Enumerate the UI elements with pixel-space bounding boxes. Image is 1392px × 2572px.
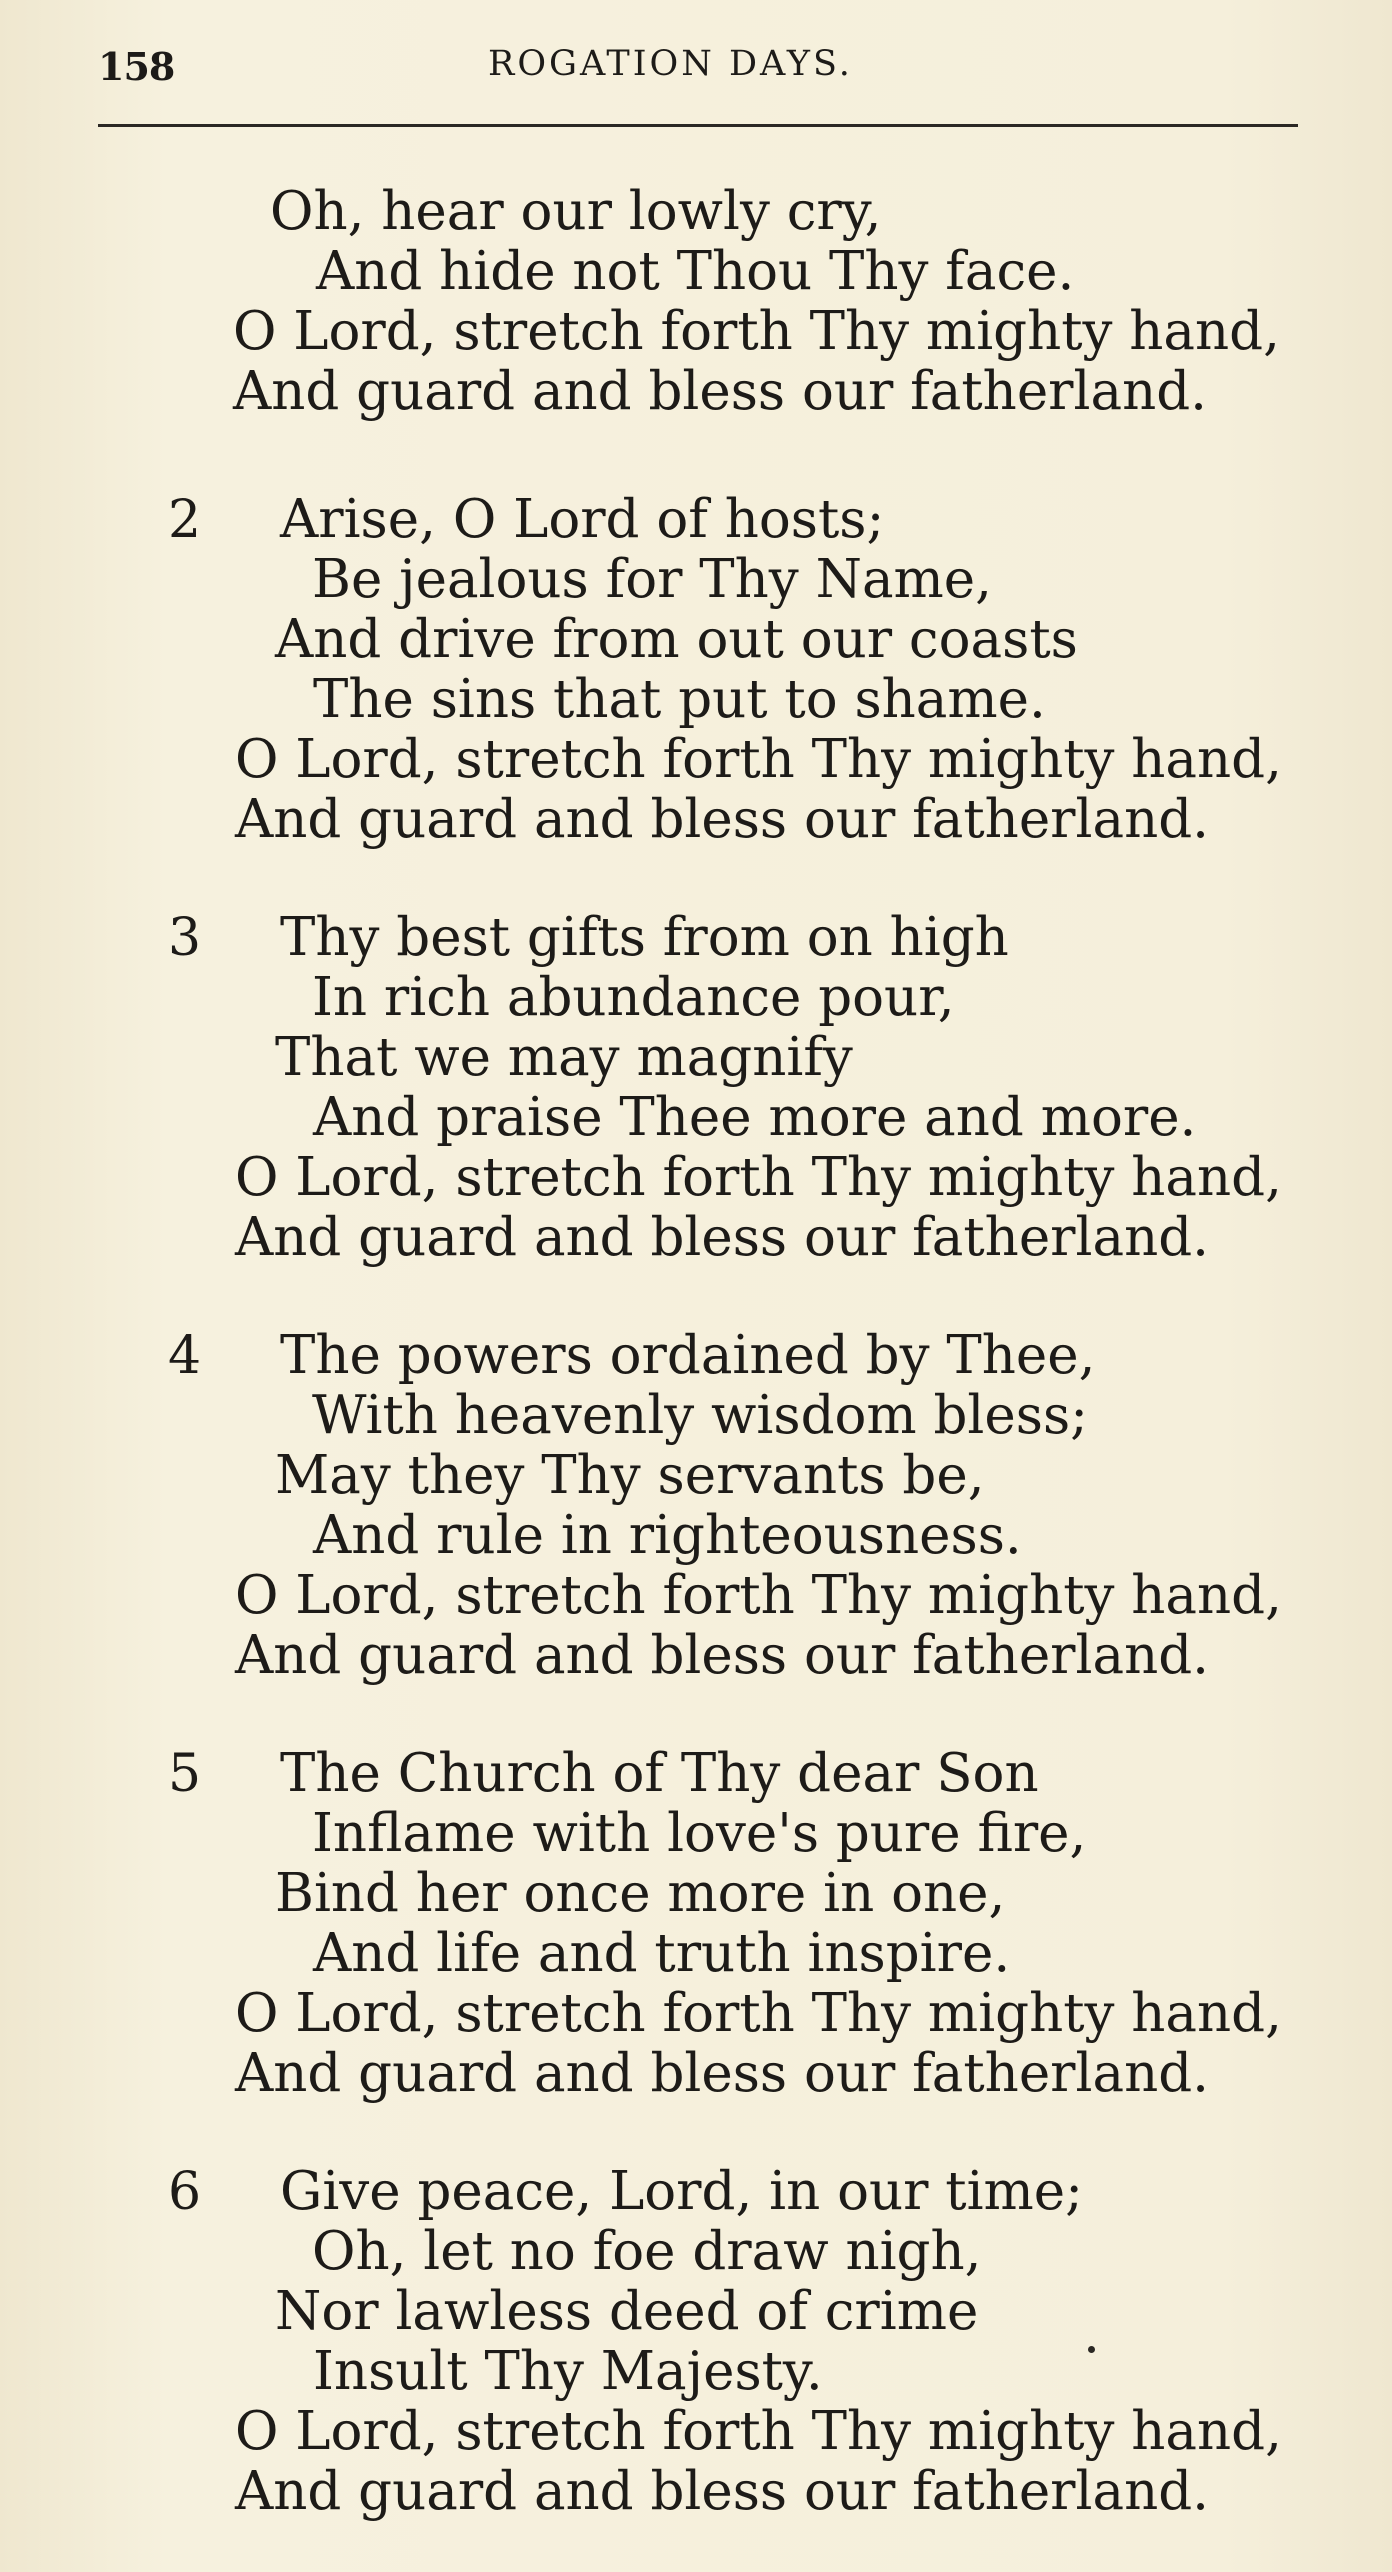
- refrain-line: And guard and bless our fatherland.: [233, 361, 1207, 422]
- refrain-line: And guard and bless our fatherland.: [235, 2461, 1209, 2522]
- stanza-number: 3: [168, 908, 202, 968]
- verse-line: Thy best gifts from on high: [280, 907, 1009, 968]
- stanza-number: 5: [168, 1744, 202, 1804]
- page-number: 158: [98, 44, 175, 89]
- verse-line: Oh, hear our lowly cry,: [270, 181, 882, 242]
- verse-line: And hide not Thou Thy face.: [316, 241, 1075, 302]
- verse-line: And praise Thee more and more.: [313, 1087, 1197, 1148]
- refrain-line: O Lord, stretch forth Thy mighty hand,: [233, 301, 1280, 362]
- verse-line: With heavenly wisdom bless;: [312, 1385, 1089, 1446]
- refrain-line: And guard and bless our fatherland.: [235, 789, 1209, 850]
- verse-line: Bind her once more in one,: [275, 1863, 1006, 1924]
- stanza-number: 6: [168, 2162, 202, 2222]
- verse-line: The sins that put to shame.: [313, 669, 1046, 730]
- stanza-number: 4: [168, 1326, 202, 1386]
- verse-line: Nor lawless deed of crime: [275, 2281, 979, 2342]
- refrain-line: And guard and bless our fatherland.: [235, 1207, 1209, 1268]
- running-head: ROGATION DAYS.: [488, 44, 853, 84]
- verse-line: And drive from out our coasts: [275, 609, 1078, 670]
- verse-line: Give peace, Lord, in our time;: [280, 2161, 1084, 2222]
- verse-line: Be jealous for Thy Name,: [312, 549, 993, 610]
- verse-line: May they Thy servants be,: [275, 1445, 985, 1506]
- refrain-line: O Lord, stretch forth Thy mighty hand,: [235, 2401, 1282, 2462]
- verse-line: Insult Thy Majesty.: [313, 2341, 823, 2402]
- verse-line: Oh, let no foe draw nigh,: [312, 2221, 982, 2282]
- stanza-number: 2: [168, 490, 202, 550]
- ink-speck: [1088, 2346, 1095, 2353]
- refrain-line: O Lord, stretch forth Thy mighty hand,: [235, 1983, 1282, 2044]
- refrain-line: O Lord, stretch forth Thy mighty hand,: [235, 1147, 1282, 1208]
- refrain-line: O Lord, stretch forth Thy mighty hand,: [235, 729, 1282, 790]
- refrain-line: And guard and bless our fatherland.: [235, 1625, 1209, 1686]
- verse-line: The powers ordained by Thee,: [280, 1325, 1096, 1386]
- verse-line: And life and truth inspire.: [313, 1923, 1011, 1984]
- verse-line: Arise, O Lord of hosts;: [280, 489, 885, 550]
- verse-line: In rich abundance pour,: [312, 967, 955, 1028]
- verse-line: Inflame with love's pure fire,: [312, 1803, 1087, 1864]
- refrain-line: And guard and bless our fatherland.: [235, 2043, 1209, 2104]
- refrain-line: O Lord, stretch forth Thy mighty hand,: [235, 1565, 1282, 1626]
- verse-line: And rule in righteousness.: [313, 1505, 1022, 1566]
- verse-line: That we may magnify: [275, 1027, 853, 1088]
- verse-line: The Church of Thy dear Son: [280, 1743, 1039, 1804]
